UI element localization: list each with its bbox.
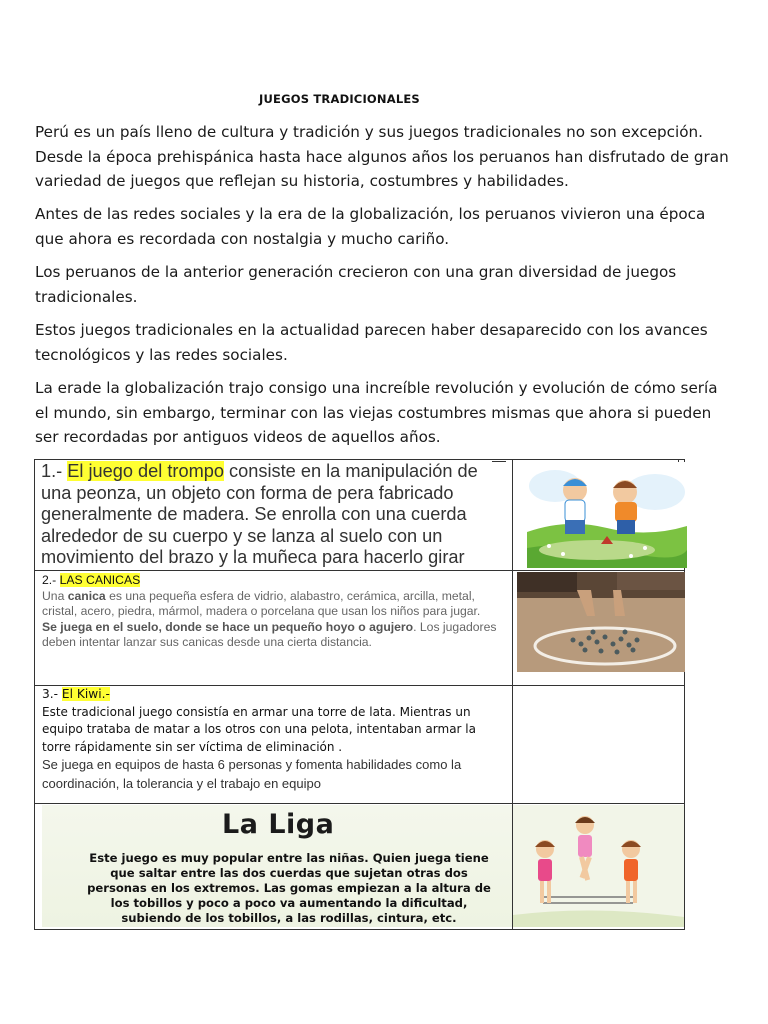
row-trompo-text — [41, 461, 501, 569]
liga-banner-text: Este juego es muy popular entre las niñas. Quien juega tiene que saltar entre las dos cuerdas que sujetan otras dos personas en los extremos. Las gomas empiezan a la altura de los tobillos y poco a poco va aumentando la dificultad, subiendo de los tobillos, a las rodillas, cintura, etc. — [87, 851, 491, 925]
table-row-divider — [34, 803, 685, 804]
marbles-photo — [517, 572, 685, 672]
row-kiwi-heading: El Kiwi.- — [61, 687, 110, 701]
row-kiwi-text — [42, 686, 507, 793]
paragraph-5: La erade la globalización trajo consigo una increíble revolución y evolución de cómo sería el mundo, sin embargo, terminar con las viejas costumbres mismas que ahora si pueden ser recordadas por antiguos videos de aquellos años. — [35, 379, 718, 446]
liga-image — [513, 805, 684, 927]
row-kiwi-number: 3.- — [42, 687, 62, 701]
row-trompo-heading: El juego del trompo — [67, 461, 224, 481]
row-canicas-text-c: . Los jugadores deben intentar lanzar sus canicas desde una cierta distancia. — [42, 619, 497, 649]
liga-banner-title: La Liga — [222, 809, 335, 840]
canicas-image — [517, 572, 685, 672]
row-canicas-bold-b: Se juega en el suelo, donde se hace un pequeño hoyo o agujero — [42, 619, 414, 634]
liga-banner — [42, 805, 512, 927]
trompo-image — [527, 462, 687, 568]
row-kiwi-text-b: Se juega en equipos de hasta 6 personas y fomenta habilidades como la coordinación, la tolerancia y el trabajo en equipo — [42, 757, 462, 791]
row-kiwi-text-a: Este tradicional juego consistía en armar una torre de lata. Mientras un equipo trataba de matar a los otros con una pelota, intentaban armar la torre rápidamente sin ser víctima de eliminación . — [42, 704, 476, 754]
document-title: JUEGOS TRADICIONALES — [259, 92, 420, 106]
girls-jumping-rope-illustration — [513, 805, 684, 927]
row-canicas-bold-a: canica — [67, 588, 106, 603]
row-canicas-number: 2.- — [42, 573, 60, 587]
row-canicas-text — [42, 573, 504, 651]
table-row-divider — [34, 570, 685, 571]
kids-spinning-top-illustration — [527, 462, 687, 568]
row-canicas-heading: LAS CANICAS — [59, 573, 141, 587]
row-trompo-description: consiste en la manipulación de una peonza, un objeto con forma de pera fabricado generalmente de madera. Se enrolla con una cuerda alrededor de su cuerpo y se lanza al suelo con un movimiento del brazo y la muñeca para hacerlo girar — [41, 461, 478, 567]
row-trompo-number: 1.- — [41, 461, 68, 481]
paragraph-2: Antes de las redes sociales y la era de la globalización, los peruanos vivieron una época que ahora es recordada con nostalgia y mucho cariño. — [35, 205, 706, 248]
row-canicas-text-a: Una — [42, 588, 68, 603]
paragraph-1: Perú es un país lleno de cultura y tradición y sus juegos tradicionales no son excepción. Desde la época prehispánica hasta hace algunos años los peruanos han disfrutado de gran variedad de juegos que reflejan su historia, costumbres y habilidades. — [35, 123, 729, 190]
paragraph-4: Estos juegos tradicionales en la actualidad parecen haber desaparecido con los avances tecnológicos y las redes sociales. — [35, 321, 708, 364]
row-canicas-text-b: es una pequeña esfera de vidrio, alabastro, cerámica, arcilla, metal, cristal, acero, piedra, mármol, madera o porcelana que usan los niños para jugar. — [42, 588, 481, 618]
paragraph-3: Los peruanos de la anterior generación crecieron con una gran diversidad de juegos tradicionales. — [35, 263, 677, 306]
